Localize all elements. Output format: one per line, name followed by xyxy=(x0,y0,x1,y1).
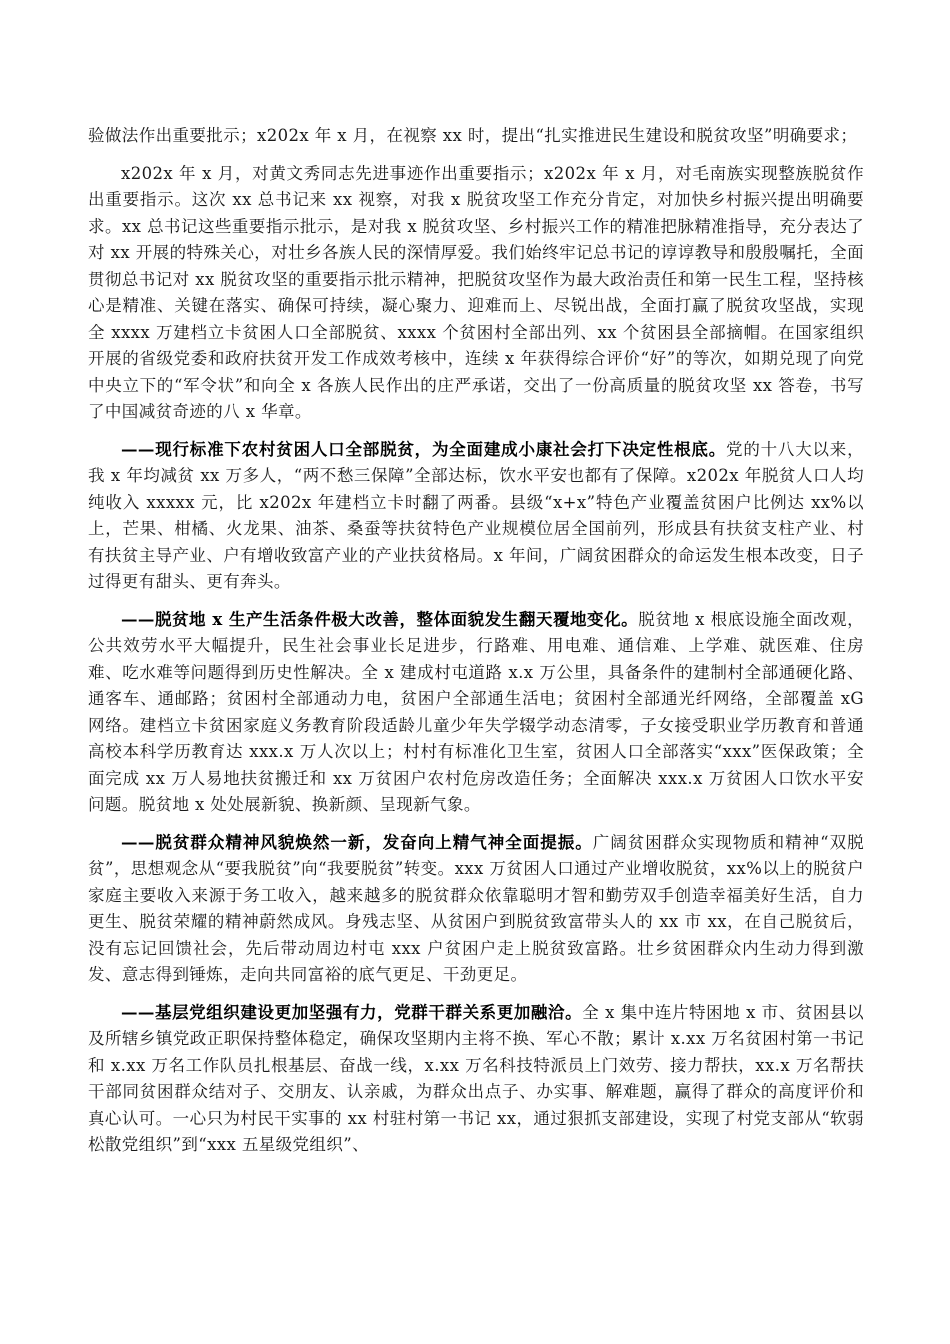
paragraph-1 xyxy=(88,123,864,150)
paragraph-text: 广阔贫困群众实现物质和精神“双脱贫”，思想观念从“要我脱贫”向“我要脱贫”转变。xxx 万贫困人口通过产业增收脱贫，xx%以上的脱贫户家庭主要收入来源于务工收入，越来越多的脱贫群众依靠聪明才智和勤劳双手创造幸福美好生活，自力更生、脱贫荣耀的精神蔚然成风。身残志坚、从贫困户到脱贫致富带头人的 xx 市 xx，在自己脱贫后，没有忘记回馈社会，先后带动周边村屯 xxx 户贫困户走上脱贫致富路。壮乡贫困群众内生动力得到激发、意志得到锤炼，走向共同富裕的底气更足、干劲更足。 xyxy=(88,832,864,984)
document-page xyxy=(88,123,864,1170)
paragraph-text: 全 x 集中连片特困地 x 市、贫困县以及所辖乡镇党政正职保持整体稳定，确保攻坚期内主将不换、军心不散；累计 x.xx 万名贫困村第一书记和 x.xx 万名工作队员扎根基层、奋战一线，x.xx 万名科技特派员上门效劳、接力帮扶，xx.x 万名帮扶干部同贫困群众结对子、交朋友、认亲戚，为群众出点子、办实事、解难题，赢得了群众的高度评价和真心认可。一心只为村民干实事的 xx 村驻村第一书记 xx，通过狠抓支部建设，实现了村党支部从“软弱松散党组织”到“xxx 五星级党组织”、 xyxy=(88,1002,864,1154)
paragraph-text: 党的十八大以来，我 x 年均减贫 xx 万多人，“两不愁三保障”全部达标，饮水平安也都有了保障。x202x 年脱贫人口人均纯收入 xxxxx 元，比 x202x 年建档立卡时翻了两番。县级“x+x”特色产业覆盖贫困户比例达 xx%以上，芒果、柑橘、火龙果、油茶、桑蚕等扶贫特色产业规模位居全国前列，形成县有扶贫支柱产业、村有扶贫主导产业、户有增收致富产业的产业扶贫格局。x 年间，广阔贫困群众的命运发生根本改变，日子过得更有甜头、更有奔头。 xyxy=(88,439,864,591)
paragraph-6 xyxy=(88,1000,864,1159)
paragraph-heading: ——脱贫群众精神风貌焕然一新，发奋向上精气神全面提振。 xyxy=(121,832,593,852)
paragraph-text: x202x 年 x 月，对黄文秀同志先进事迹作出重要指示；x202x 年 x 月，对毛南族实现整族脱贫作出重要指示。这次 xx 总书记来 xx 视察，对我 x 脱贫攻坚工作充分肯定，对加快乡村振兴提出明确要求。xx 总书记这些重要指示批示，是对我 x 脱贫攻坚、乡村振兴工作的精准把脉精准指导，充分表达了对 xx 开展的特殊关心，对壮乡各族人民的深情厚爱。我们始终牢记总书记的谆谆教导和殷殷嘱托，全面贯彻总书记对 xx 脱贫攻坚的重要指示批示精神，把脱贫攻坚作为最大政治责任和第一民生工程，坚持核心是精准、关键在落实、确保可持续，凝心聚力、迎难而上、尽锐出战，全面打赢了脱贫攻坚战，实现全 xxxx 万建档立卡贫困人口全部脱贫、xxxx 个贫困村全部出列、xx 个贫困县全部摘帽。在国家组织开展的省级党委和政府扶贫开发工作成效考核中，连续 x 年获得综合评价“好”的等次，如期兑现了向党中央立下的“军令状”和向全 x 各族人民作出的庄严承诺，交出了一份高质量的脱贫攻坚 xx 答卷，书写了中国减贫奇迹的八 x 华章。 xyxy=(88,163,864,421)
paragraph-4 xyxy=(88,607,864,819)
paragraph-heading: ——基层党组织建设更加坚强有力，党群干群关系更加融洽。 xyxy=(121,1002,583,1022)
paragraph-heading: ——现行标准下农村贫困人口全部脱贫，为全面建成小康社会打下决定性根底。 xyxy=(121,439,727,459)
paragraph-heading: ——脱贫地 x 生产生活条件极大改善，整体面貌发生翻天覆地变化。 xyxy=(121,609,639,629)
paragraph-text: 脱贫地 x 根底设施全面改观，公共效劳水平大幅提升，民生社会事业长足进步，行路难、用电难、通信难、上学难、就医难、住房难、吃水难等问题得到历史性解决。全 x 建成村屯道路 x.x 万公里，具备条件的建制村全部通硬化路、通客车、通邮路；贫困村全部通动力电，贫困户全部通生活电；贫困村全部通光纤网络，全部覆盖 xG 网络。建档立卡贫困家庭义务教育阶段适龄儿童少年失学辍学动态清零，子女接受职业学历教育和普通高校本科学历教育达 xxx.x 万人次以上；村村有标准化卫生室，贫困人口全部落实“xxx”医保政策；全面完成 xx 万人易地扶贫搬迁和 xx 万贫困户农村危房改造任务；全面解决 xxx.x 万贫困人口饮水平安问题。脱贫地 x 处处展新貌、换新颜、呈现新气象。 xyxy=(88,609,864,814)
paragraph-5 xyxy=(88,830,864,989)
paragraph-2 xyxy=(88,161,864,426)
paragraph-text: 验做法作出重要批示；x202x 年 x 月，在视察 xx 时，提出“扎实推进民生建设和脱贫攻坚”明确要求； xyxy=(88,126,858,145)
paragraph-3 xyxy=(88,437,864,596)
